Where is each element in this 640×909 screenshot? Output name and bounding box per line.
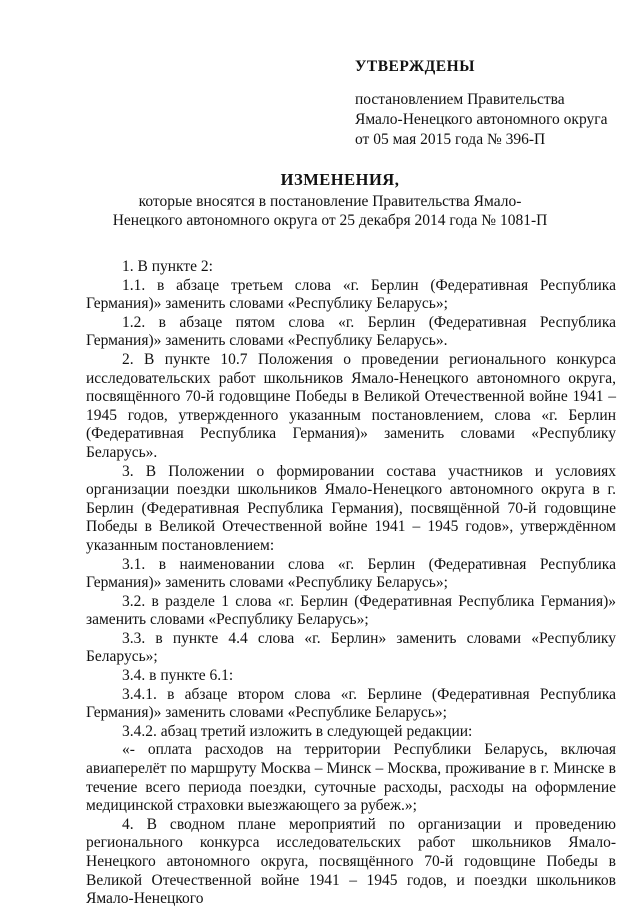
approval-line: от 05 мая 2015 года № 396-П [355, 131, 546, 148]
paragraph: 3.3. в пункте 4.4 слова «г. Берлин» заменить словами «Республику Беларусь»; [86, 629, 616, 666]
paragraph: 1.2. в абзаце пятом слова «г. Берлин (Федеративная Республика Германия)» заменить словами «Республику Беларусь». [86, 313, 616, 350]
paragraph: 3.4. в пункте 6.1: [122, 667, 234, 685]
approval-block [355, 57, 625, 150]
paragraph: «- оплата расходов на территории Республики Беларусь, включая авиаперелёт по маршруту Москва – Минск – Москва, проживание в г. Минске в течение всего периода поездки, суточные расходы, расходы на оформление медицинской страховки выезжающего за рубеж.»; [86, 741, 616, 815]
approval-line: постановлением Правительства [355, 91, 565, 108]
document-body [86, 258, 616, 909]
document-title: ИЗМЕНЕНИЯ, [280, 170, 400, 189]
paragraph: 3.4.1. в абзаце втором слова «г. Берлине (Федеративная Республика Германия)» заменить словами «Республике Беларусь»; [86, 685, 616, 722]
paragraph: 3.4.2. абзац третий изложить в следующей редакции: [122, 722, 473, 740]
paragraph: 1.1. в абзаце третьем слова «г. Берлин (Федеративная Республика Германия)» заменить словами «Республику Беларусь»; [86, 276, 616, 313]
approval-heading: УТВЕРЖДЕНЫ [355, 58, 475, 75]
paragraph: 3. В Положении о формировании состава участников и условиях организации поездки школьников Ямало-Ненецкого автономного округа в г. Берлин (Федеративная Республика Германия), посвящённой 70-й годовщине Победы в Великой Отечественной войне 1941 – 1945 годов», утверждённом указанным постановлением: [86, 462, 616, 554]
approval-line: Ямало-Ненецкого автономного округа [355, 111, 608, 128]
document-subtitle: которые вносятся в постановление Правительства Ямало-Ненецкого автономного округа от 25 декабря 2014 года № 1081-П [112, 193, 548, 229]
paragraph: 2. В пункте 10.7 Положения о проведении регионального конкурса исследовательских работ школьников Ямало-Ненецкого автономного округа, посвящённого 70-й годовщине Победы в Великой Отечественной войне 1941 – 1945 годов, утвержденного указанным постановлением, слова «г. Берлин (Федеративная Республика Германия)» заменить словами «Республику Беларусь». [86, 350, 616, 461]
paragraph: 4. В сводном плане мероприятий по организации и проведению регионального конкурса исследовательских работ школьников Ямало-Ненецкого автономного округа, посвящённого 70-й годовщине Победы в Великой Отечественной войне 1941 – 1945 годов, и поездки школьников Ямало-Ненецкого [86, 815, 616, 908]
paragraph: 3.1. в наименовании слова «г. Берлин (Федеративная Республика Германия)» заменить словами «Республику Беларусь»; [86, 555, 616, 592]
paragraph: 3.2. в разделе 1 слова «г. Берлин (Федеративная Республика Германия)» заменить словами «Республику Беларусь»; [86, 592, 616, 629]
paragraph: 1. В пункте 2: [122, 258, 213, 275]
